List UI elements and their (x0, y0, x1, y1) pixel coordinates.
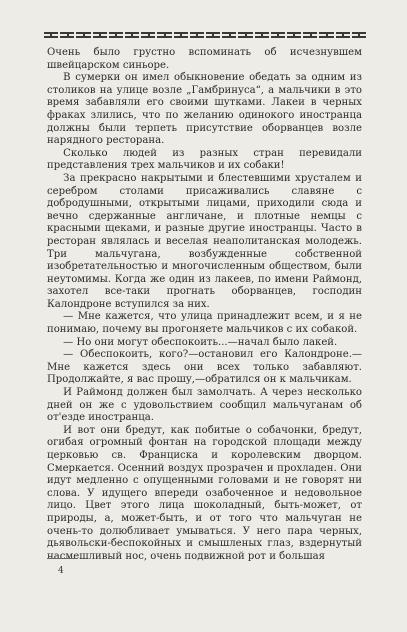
paragraph: За прекрасно накрытыми и блестевшими хрусталем и серебром столами присаживались славяне с добродушными, открытыми лицами, приходили сюда и вечно сдержанные англичане, и плотные немцы с красными щеками, и разные другие иностранцы. Часто в ресторан являлась и веселая неаполитанская молодежь. Три мальчугана, возбужденные собственной изобретательностью и многочисленным обществом, были неутомимы. Когда же один из лакеев, по имени Раймонд, захотел все-таки прогнать оборванцев, господин Калондроне вступился за них. (47, 172, 362, 310)
paragraph: Очень было грустно вспоминать об исчезнувшем швейцарском синьоре. (47, 47, 362, 71)
page-number: 4 (58, 566, 64, 576)
body-text (47, 47, 362, 563)
paragraph: И Раймонд должен был замолчать. А через несколько дней он же с удовольствием сообщил мальчуганам об от'езде иностранца. (47, 387, 362, 424)
paragraph: — Обеспокоить, кого?—остановил его Калондроне.—Мне кажется здесь они всех только забавляют. Продолжайте, я вас прошу,—обратился он к мальчикам. (47, 349, 362, 386)
footer-rule (47, 558, 77, 559)
paragraph: И вот они бредут, как побитые о собачонки, бредут, огибая огромный фонтан на городской площади между церковью св. Франциска и королевским дворцом. Смеркается. Осенний воздух прозрачен и прохладен. Они идут медленно с опущенными головами и не говорят ни слова. У идущего впереди озабоченное и недовольное лицо. Цвет этого лица шоколадный, быть-может, от природы, а, может-быть, и от того что мальчуган не очень-то долюбливает умываться. У него пара черных, дьявольски-беспокойных и смышленых глаз, вздернутый насмешливый нос, очень подвижной рот и большая (47, 424, 362, 562)
paragraph: — Но они могут обеспокоить...—начал было лакей. (63, 336, 338, 348)
paragraph: В сумерки он имел обыкновение обедать за одним из столиков на улице возле „Гамбринуса“, а мальчики в это время забавляли его своими шутками. Лакеи в черных фраках злились, что по желанию одинокого иностранца должны были терпеть присутствие оборванцев возле нарядного ресторана. (47, 72, 362, 147)
header-ornament (44, 32, 368, 39)
paragraph: Сколько людей из разных стран перевидали представления трех мальчиков и их собаки! (47, 147, 362, 172)
paragraph: — Мне кажется, что улица принадлежит всем, и я не понимаю, почему вы прогоняете мальчиков с их собакой. (47, 311, 362, 336)
